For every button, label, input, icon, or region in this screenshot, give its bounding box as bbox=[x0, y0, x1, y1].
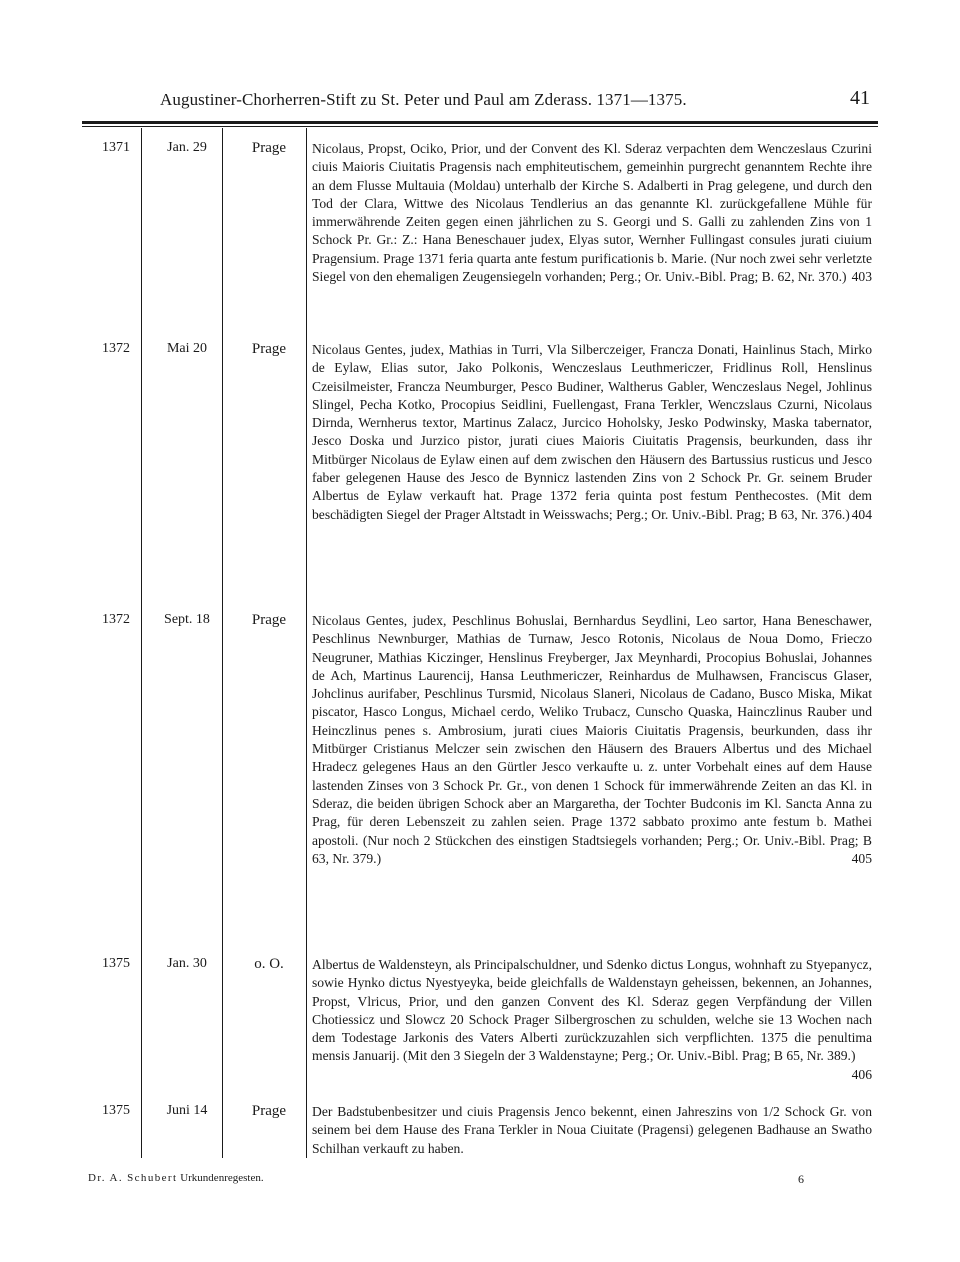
entry-number: 406 bbox=[851, 1066, 872, 1082]
entry-body: Nicolaus Gentes, judex, Peschlinus Bohuslai, Bernhardus Seydlini, Leo sartor, Hana Beneschawer, Peschlinus Newnburger, Mathias de Turnaw, Jesco Rotonis, Nicolaus de Noua Domo, Frieczo Neugruner, Mathias Kiczinger, Henslinus Freyberger, Jax Meynhardi, Procopius Bohuslai, Johannes de Ach, Martinus Laurencij, Hansa Leuthmericzer, Reinhardus de Mulhawsen, Franciscus Glaser, Johclinus aurifaber, Peschlinus Tursmid, Nicolaus Slaneri, Nicolaus de Cadano, Busco Miska, Mikat piscator, Hasco Longus, Michael cerdo, Weliko Trubacz, Cunscho Quaska, Hainczlinus Rauber und Heinczlinus penes s. Ambrosium, jurati ciues Maioris Ciuitatis Pragensis, beurkunden, dass ihr Mitbürger Cristianus Melczer sein zwischen den Häusern des Brauers Albertus und des Michael Hradecz gelegenes Haus an den Gürtler Jesco verkaufte u. z. unter Vorbehalt eines auf dem Hause lastenden Zinses von 3 Schock Pr. Gr., von denen 1 Schock für immerwährende Zeiten an das Kl. in Sderaz, die beiden übrigen Schock aber an Margaretha, der Tochter Budconis im Kl. Sancta Anna zu Prag, für deren Lebenszeit zu zahlen seien. Prage 1372 sabbato proximo ante festum b. Mathei apostoli. (Nur noch 2 Stückchen des einstigen Stadtsiegels vorhanden; Perg.; Or. Univ.-Bibl. Prag; B 63, Nr. 379.) bbox=[312, 613, 872, 866]
entry-body: Nicolaus Gentes, judex, Mathias in Turri, Vla Silberczeiger, Francza Donati, Hainlinus Stach, Mirko de Eylaw, Elias sutor, Jako Polkonis, Wenczeslaus Leuthmericzer, Fridlinus Roll, Henslinus Czeisilmeister, Francza Neumburger, Pesco Budiner, Waltherus Gabler, Wenczeslaus Negel, Johlinus Slingel, Pecha Kotko, Procopius Seidlini, Fuellengast, Frana Terkler, Wenczslaus Czurni, Nicolaus Dirnda, Wernherus textor, Martinus Zalacz, Jurcico Hoholsky, Jesko Podwinsky, Maska tabernator, Jesco Doska und Jurzico pistor, jurati ciues Maioris Ciuitatis Pragensis, beurkunden, dass ihr Mitbürger Nicolaus de Eylaw einen auf dem zwischen den Häusern des Bartussius rusticus und Jesco faber gelegenen Hause des Jesco de Bynnicz lastenden Zins von 2 Schock Pr. Gr. seinem Bruder Albertus de Eylaw verkauft hat. Prage 1372 feria quinta post festum Penthecostes. (Mit dem beschädigten Siegel der Prager Altstadt in Weisswachs; Perg.; Or. Univ.-Bibl. Prag; B 63, Nr. 376.) bbox=[312, 342, 872, 522]
entry-text bbox=[312, 140, 872, 286]
entry-text bbox=[312, 612, 872, 868]
entry-year: 1372 bbox=[102, 612, 130, 627]
sheet-number: 6 bbox=[798, 1172, 804, 1186]
entry-year: 1371 bbox=[102, 140, 130, 155]
entry-date: Jan. 29 bbox=[167, 140, 207, 155]
entry-year: 1372 bbox=[102, 341, 130, 356]
entry-date: Juni 14 bbox=[166, 1103, 208, 1118]
entry-number: 405 bbox=[851, 850, 872, 866]
entry-body: Albertus de Waldensteyn, als Principalschuldner, und Sdenko dictus Longus, wohnhaft zu Styepanycz, sowie Hynko dictus Nyestyeyka, beide gleichfalls de Waldenstayn geheissen, bekennen, an Johannes, Propst, Vlricus, Prior, und den ganzen Convent des Kl. Sderaz gegen Verpfändung der Villen Chotiessicz und Slowcz 20 Schock Prager Silbergroschen zu schulden, welche sie 13 Wochen nach dem Todestage Jarkonis des Vaters Alberti zurückzuzahlen sich verpflichten. 1375 die penultima mensis Januarij. (Mit den 3 Siegeln der 3 Waldenstayne; Perg.; Or. Univ.-Bibl. Prag; B 65, Nr. 389.) bbox=[312, 957, 872, 1064]
footer-author: Dr. A. Schubert bbox=[88, 1172, 178, 1184]
entry-date: Jan. 30 bbox=[167, 956, 207, 971]
header-rule-thin bbox=[82, 126, 878, 127]
entry-place: Prage bbox=[251, 1103, 287, 1119]
entry-text bbox=[312, 1103, 872, 1158]
entry-body: Nicolaus, Propst, Ociko, Prior, und der Convent des Kl. Sderaz verpachten dem Wenczeslaus Czurini ciuis Maioris Ciuitatis Pragensis nach emphiteutischem, gemeinhin purgrecht genanntem Rechte ihre an dem Flusse Multauia (Moldau) unterhalb der Kirche S. Adalberti in Prag gelegene, und durch den Tod der Clara, Wittwe des Nicolaus Tendlerius an das genannte Kl. zurückgefallene Mühle für immerwährende Zeiten gegen einen jährlichen zu S. Georgi und S. Galli zu zahlenden Zins von 1 Schock Pr. Gr.: Z.: Hana Beneschauer judex, Elyas sutor, Wernher Fullingast consules jurati ciuium Pragensium. Prage 1371 feria quarta ante festum purificationis b. Marie. (Nur noch zwei sehr verletzte Siegel von den ehemaligen Zeugensiegeln vorhanden; Perg.; Or. Univ.-Bibl. Prag; B. 62, Nr. 370.) bbox=[312, 141, 872, 285]
entry-text bbox=[312, 341, 872, 524]
footer-work: Urkundenregesten. bbox=[180, 1172, 264, 1184]
column-divider-year bbox=[141, 128, 142, 1158]
entry-text bbox=[312, 956, 872, 1084]
entry-year: 1375 bbox=[102, 956, 130, 971]
running-title: Augustiner-Chorherren-Stift zu St. Peter und Paul am Zderass. 1371—1375. bbox=[160, 90, 687, 109]
entry-year: 1375 bbox=[102, 1103, 130, 1118]
entry-date: Sept. 18 bbox=[164, 612, 210, 627]
running-header bbox=[160, 87, 870, 120]
entry-place: o. O. bbox=[254, 956, 284, 972]
entry-number: 404 bbox=[851, 506, 872, 522]
page-number: 41 bbox=[850, 87, 870, 109]
column-divider-date bbox=[222, 128, 223, 1158]
entry-body: Der Badstubenbesitzer und ciuis Pragensis Jenco bekennt, einen Jahreszins von 1/2 Schock Gr. von seinem bei dem Hause des Frana Terkler in Noua Ciuitate (Pragensi) gelegenen Badhause an Swatho Schilhan verkauft zu haben. bbox=[312, 1104, 872, 1156]
column-divider-place bbox=[306, 128, 307, 1158]
entry-date: Mai 20 bbox=[166, 341, 208, 356]
entry-number: 403 bbox=[851, 269, 872, 285]
entry-place: Prage bbox=[251, 612, 287, 628]
entry-place: Prage bbox=[251, 140, 287, 156]
entry-place: Prage bbox=[251, 341, 287, 357]
header-rule-thick bbox=[82, 121, 878, 124]
footer-signature bbox=[88, 1172, 264, 1184]
